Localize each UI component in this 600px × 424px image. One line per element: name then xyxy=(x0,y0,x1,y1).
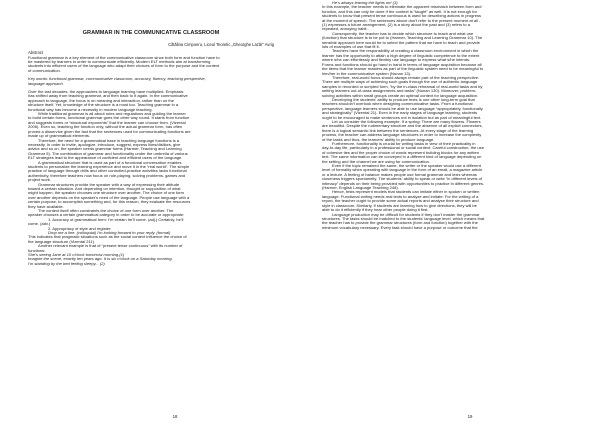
body-line: project work. xyxy=(28,178,51,183)
body-line: text. The same information can be conveyed in a different kind of language depending on xyxy=(322,155,482,160)
right-column xyxy=(322,1,578,230)
body-line: come. (adv.) xyxy=(28,222,51,227)
abstract-text xyxy=(28,56,274,74)
body-line: are beautiful. Despite the rudimentary structure and the absence of all explicit connectors, xyxy=(322,124,483,129)
body-line: intimacy” depends on their being provided with opportunities to practice in different genres. xyxy=(322,181,485,186)
abstract-line: be mastered by learners in order to communicate efficiently. Modern ELT methods aim at transforming xyxy=(28,60,211,64)
body-line: (function) that structure is to be put to (Harmer, Teaching and Learning Grammar 10). The xyxy=(322,36,483,41)
body-line: Language production may be difficult for students if they don't master the grammar xyxy=(332,212,480,217)
body-line: There are multiple ways of achieving such goals through the use of authentic language xyxy=(322,80,478,85)
body-line: practice of language through drills and other controlled-practice activities lacks functional xyxy=(28,169,187,174)
body-line: minimum vocabulary necessary. Every task should have a purpose or outcome that the xyxy=(322,225,478,230)
body-line: 2. Appropriacy of style and register: xyxy=(48,226,112,231)
body-line: has shifted away from teaching grammar, and then back to it again. In the communicative xyxy=(28,94,188,99)
body-line: students to know that present tense continuous is used for describing actions in progress xyxy=(322,14,482,19)
body-line: necessity. In order to invite, apologize, introduce, suggest, express likes/dislikes, give xyxy=(28,142,181,147)
body-line: able to do it efficiently if they hear other people doing it first. xyxy=(322,208,429,213)
body-line: ought to be encouraged to make sentences not in isolation but as part of meaningful text. xyxy=(322,115,482,120)
body-line: I'm standing by the bed feeling sleepy... (2) xyxy=(28,261,105,266)
body-line: learner has the opportunity to attain a high degree of linguistic competence to the extent xyxy=(322,53,480,58)
body-line: the setting and the channel we are using for communication. xyxy=(322,159,430,164)
body-line: (Harmer, English Language Teaching 248). xyxy=(322,186,399,191)
body-line: In this example, the teacher needs to eliminate the apparent mismatch between form and xyxy=(322,5,482,10)
body-line: She's seeing Jane at 10 o'clock tomorrow morning.(1) xyxy=(28,253,125,258)
body-line: functions: xyxy=(28,248,46,253)
body-line: structures. The tasks should be matched to the students' language level, which means that xyxy=(322,216,485,221)
body-line: A grammatical structure that is used as part of a functional conversation enables xyxy=(38,160,182,165)
body-line: Grammar structures provide the speaker with a way of expressing their attitude xyxy=(38,182,180,187)
body-line: (1) expresses a future arrangement, (2) is a story about the past and (3) refers to a xyxy=(322,23,471,28)
body-line: Furthermore, functionality is crucial for writing tasks in view of their practicality in xyxy=(332,142,476,146)
body-line: Another relevant example is that of “present tense continuous” with its number of xyxy=(38,244,183,249)
body-line: process, the teacher can address language structures in order to increase the complexity xyxy=(322,133,482,138)
body-line: the language structure (Vizental 211). xyxy=(28,239,96,244)
keywords-line: language approach. xyxy=(28,81,64,86)
body-line: lots of examples of use that fit it. xyxy=(322,45,380,50)
right-page xyxy=(300,0,600,424)
body-line: him/her in the communicative system (Nunan 13). xyxy=(322,71,412,76)
body-line: Let us consider the following example. If a spring: There are many flowers. Flowers xyxy=(332,119,481,124)
body-line: samples in recorded or scripted form, “by the in-class rehearsal of real-world tasks and by xyxy=(322,84,483,89)
page-number-right: 19 xyxy=(467,414,473,419)
body-line: Even if the topic remained the same, the writer or the speaker would use a different xyxy=(332,164,481,169)
body-line: functional way has become a necessity in modern language teaching. xyxy=(28,107,153,112)
body-line: Over the last decades, the approaches to language learning have multiplied. Emphasis xyxy=(28,90,184,95)
body-line: might happen, the speaker chooses one structure over another. The choice of one form xyxy=(28,191,185,196)
left-column xyxy=(28,30,274,266)
body-line: This indicates that pragmatic situations such as the social context influence the choice of xyxy=(28,235,187,240)
body-line: report, the teacher ought to provide some actual reports and analyse their structure and xyxy=(322,199,479,204)
abstract-line: Functional grammar is a key element of the communicative classroom since both form and function have to xyxy=(28,55,220,60)
body-line: proved a disservice given the fact that the sentences used for communicating functions are xyxy=(28,129,191,134)
body-line: they have available. xyxy=(28,204,64,209)
keywords xyxy=(28,77,274,86)
body-line: ELT strategies lead to the appearance of confident and efficient users of the language. xyxy=(28,156,183,161)
body-line: and strategically” (Vizental 21). Even in the early stages of language learning, students xyxy=(322,111,478,116)
body-line: Grammar 5). The combination of grammar and functionality under the umbrella of various xyxy=(28,151,188,156)
body-line: day-to-day life, particularly in a professional or social context. Careful construction, the use xyxy=(322,146,484,151)
body-line: made up of grammatical elements. xyxy=(28,134,91,139)
body-line: While traditional grammar is all about rules and regulations and guiding the learner xyxy=(38,112,186,117)
body-line: Therefore, real-world focus should always remain part of the teaching perspective. xyxy=(332,75,480,80)
body-line: to build certain forms, functional grammar goes the other way round. It starts from function xyxy=(28,116,190,121)
body-line: the teacher has to provide the grammar structures (form and function) together with the xyxy=(322,221,478,226)
body-line: Hence, tests represent models that students can imitate either in spoken or written xyxy=(332,190,480,195)
body-line: structure itself. Yet, knowledge of the structure is a must too. Teaching grammar in a xyxy=(28,103,179,108)
body-line: perspective, language learners should be able to use language “appropriately, functionally xyxy=(322,106,483,111)
left-body-text xyxy=(28,90,274,266)
body-line: 2006). Even so, teaching the function only, without the actual grammar form, has often xyxy=(28,125,183,130)
body-line: Therefore, the need for a grammatical base in teaching language functions is a xyxy=(38,138,180,143)
body-line: over another depends on the speaker's need of the language. People use language with a xyxy=(28,195,190,200)
body-line: Teachers have the responsibility of creating a classroom environment in which the xyxy=(332,49,479,54)
body-line: style in classroom. Similarly, if students are learning how to give directions, they will be xyxy=(322,203,477,208)
article-title: GRAMMAR IN THE COMMUNICATIVE CLASSROOM xyxy=(82,30,220,36)
body-line: and suggests forms or “structural exponents” that the learner can choose from. (Vizental xyxy=(28,120,186,125)
author-affiliation: Cătălina Cimpoeru, Liceul Teoretic „Gheorghe Lazăr” Avrig xyxy=(168,42,274,47)
body-line: Imagine the scene, exactly ten years ago. It is six o'clock on a Saturday morning. xyxy=(28,257,173,262)
body-line: of the tasks and thus, the learners' ability to produce language. xyxy=(322,137,435,142)
body-line: at the moment of speech. The sentences above don't refer to the present moment at all - xyxy=(322,18,481,23)
body-line: function, and this can only be done if the context is “taught” as well. It is not enough for xyxy=(322,9,477,14)
page-number-left: 18 xyxy=(172,414,178,419)
body-line: teachers shouldn't overlook when designing communicative tasks. From a functional xyxy=(322,102,473,107)
body-line: Drop me a line. (colloquial) I'm looking forward to your reply. (formal) xyxy=(48,231,171,236)
body-line: closeness triggers spontaneity. The students' ability to speak or write “in different levels of xyxy=(322,177,483,182)
body-line: advice and so on, the speaker needs grammar forms (Harmer, Teaching and Learning xyxy=(28,147,182,152)
abstract-line: students into efficient users of the language who adapt their choices of form to the purpose and the context xyxy=(28,64,220,69)
body-line: solving activities within small groups create an optimal context for language acquisition. xyxy=(322,93,479,98)
body-line: 1. Accuracy of grammatical form: I'm certain he'll come. (adj.) Certainly, he'll xyxy=(48,217,184,222)
body-line: level of formality when operating with language in the form of an email, a magazine article xyxy=(322,168,483,173)
body-line: certain purpose, to accomplish something and, for this reason, they evaluate the resources xyxy=(28,200,191,205)
body-line: Developing the students' ability to produce texts is one other long-term goal that xyxy=(332,97,475,102)
body-line: toward a certain situation. And depending on intention, thought or supposition of what xyxy=(28,186,181,191)
body-line: speaker chooses a certain grammatical category in order to be accurate or appropriate: xyxy=(28,213,185,218)
body-line: where s/he can effortlessly and flexibly use language to express what s/he intends. xyxy=(322,58,471,63)
abstract-line: of communication. xyxy=(28,68,61,73)
body-line: He's always leaving the lights on! (3) xyxy=(332,1,398,5)
body-line: Consequently, the teacher has to decide which structure to teach and what use xyxy=(332,31,474,36)
body-line: of cohesive ties and the proper choice of words represent building blocks for any written xyxy=(322,150,480,155)
body-line: or a lecture. A feeling of balance makes people use formal grammar and lexis whereas xyxy=(322,172,477,177)
body-line: The context itself often constraints the choice of one form over another. The xyxy=(38,209,174,213)
body-line: setting learners out-of-class assignments and tasks” (Nunan 130). Moreover, problem- xyxy=(322,89,477,94)
body-line: language. Functional writing needs real texts to analyze and imitate. For the writing of a xyxy=(322,194,479,199)
body-line: the items that the learner masters as part of the linguistic system need to be meaningful to xyxy=(322,67,484,72)
body-line: approach to language, the focus is on meaning and interaction, rather than on the xyxy=(28,98,175,103)
body-line: authenticity, therefore teachers now focus on role-playing, solving problems, games and xyxy=(28,173,186,178)
body-line: sensible approach here would be to select the pattern that we have to teach and provide xyxy=(322,40,480,45)
body-line: there is a logical semantic link between the sentences. At every stage of the learning xyxy=(322,128,474,133)
right-body-text xyxy=(322,1,578,230)
abstract-heading: Abstract xyxy=(28,50,44,55)
keywords-line: Key words: functional grammar, communicative classroom, accuracy, fluency, teaching perspective, xyxy=(28,77,206,82)
body-line: Forms and functions should go hand in hand in terms of language acquisition because all xyxy=(322,62,482,67)
body-line: students to personalize the learning experience and move it in the “real world”. The simple xyxy=(28,164,190,169)
body-line: repeated, annoying habit. xyxy=(322,27,368,32)
